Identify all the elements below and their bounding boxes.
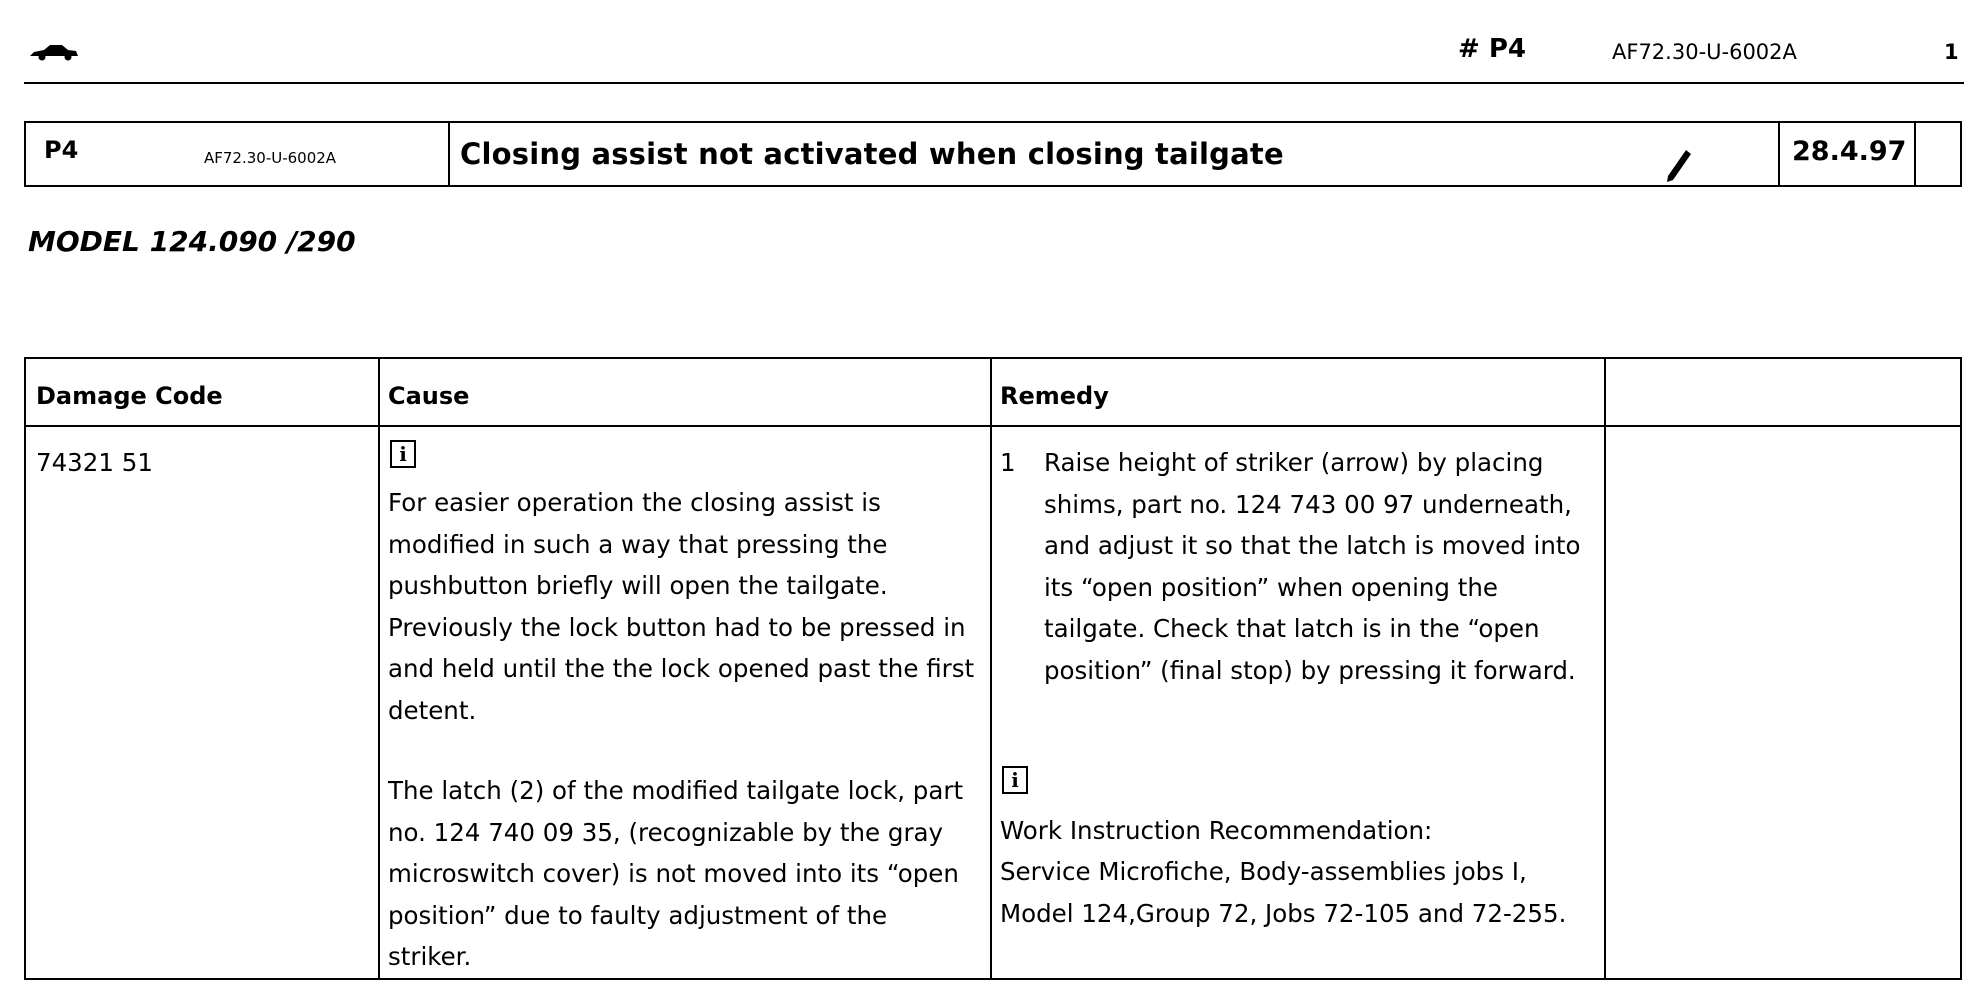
- table-column-divider: [990, 357, 992, 980]
- title-doc-ref: AF72.30-U-6002A: [204, 149, 337, 167]
- remedy-step: Raise height of striker (arrow) by placing shims, part no. 124 743 00 97 underneath, and adjust it so that the latch is moved into its “open position” when opening the tailgate. Check that latch is in the “open position” (final stop) by pressing it forward.: [1044, 448, 1581, 685]
- car-icon: [28, 40, 80, 62]
- title-divider: [1778, 121, 1780, 187]
- table-column-divider: [1604, 357, 1606, 980]
- remedy-note: Service Microfiche, Body-assemblies jobs I, Model 124,Group 72, Jobs 72-105 and 72-255.: [1000, 857, 1567, 928]
- title-date: 28.4.97: [1792, 136, 1907, 167]
- info-icon: i: [1002, 766, 1028, 794]
- info-icon: i: [390, 440, 416, 468]
- title-code: P4: [44, 136, 79, 164]
- header-code: # P4: [1458, 34, 1526, 64]
- column-header-remedy: Remedy: [1000, 382, 1109, 410]
- remedy-step-number: 1: [1000, 448, 1016, 477]
- table-column-divider: [378, 357, 380, 980]
- header-doc-ref: AF72.30-U-6002A: [1612, 40, 1797, 64]
- model-heading: MODEL 124.090 /290: [28, 225, 356, 258]
- title-divider: [448, 121, 450, 187]
- damage-table: [24, 357, 1962, 980]
- column-header-cause: Cause: [388, 382, 470, 410]
- header-rule: [24, 82, 1964, 84]
- cause-paragraph: The latch (2) of the modified tailgate lock, part no. 124 740 09 35, (recognizable by the gray microswitch cover) is not moved into its “open position” due to faulty adjustment of the striker.: [388, 776, 964, 971]
- remedy-note-label: Work Instruction Recommendation:: [1000, 816, 1433, 845]
- table-header-divider: [24, 425, 1962, 427]
- page-title: Closing assist not activated when closing tailgate: [460, 137, 1284, 171]
- pen-icon: [1664, 148, 1692, 184]
- cause-paragraph: For easier operation the closing assist is modified in such a way that pressing the pushbutton briefly will open the tailgate. Previously the lock button had to be pressed in and held until the the lock opened past the first detent.: [388, 488, 975, 725]
- column-header-damage-code: Damage Code: [36, 382, 223, 410]
- page-number: 1: [1944, 40, 1959, 64]
- damage-code-value: 74321 51: [36, 448, 153, 477]
- title-divider: [1914, 121, 1916, 187]
